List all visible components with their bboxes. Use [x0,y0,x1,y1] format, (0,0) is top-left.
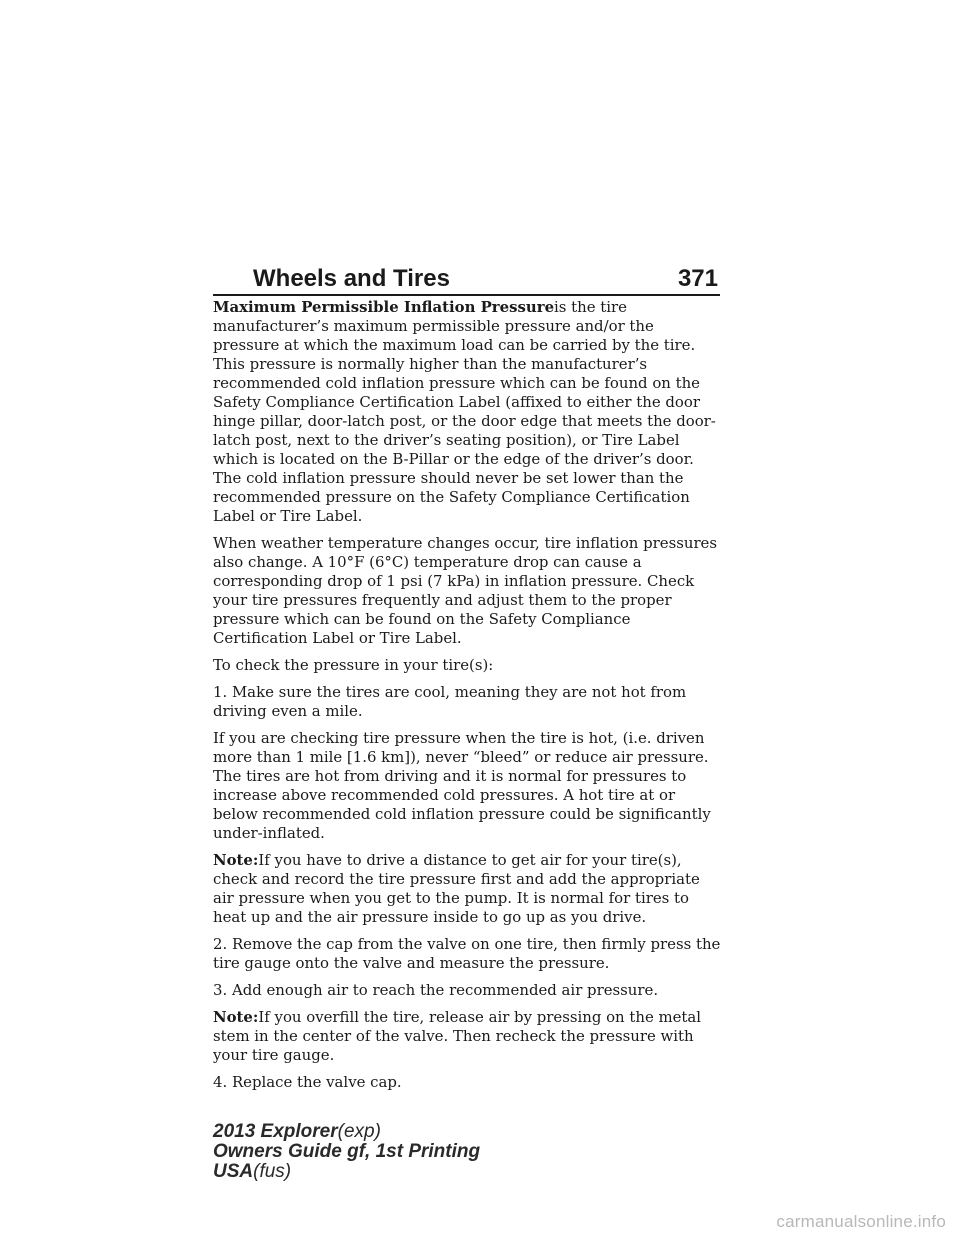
step-2: 2. Remove the cap from the valve on one tire, then firmly press the tire gauge onto the valve and measure the pressure. [213,935,721,972]
term-max-permissible-inflation-pressure: Maximum Permissible Inflation Pressure [213,298,555,316]
paragraph-max-inflation [213,298,723,526]
footer-model-code: (exp) [337,1121,381,1142]
note-label: Note: [213,851,259,869]
paragraph-temperature: When weather temperature changes occur, tire inflation pressures also change. A 10°F (6°C) temperature drop can cause a corresponding drop of 1 psi (7 kPa) in inflation pressure. Check your tire pressures frequently and adjust them to the proper pressure which can be found on the Safety Compliance Certification Label or Tire Label. [213,534,718,647]
page-footer [213,1122,480,1182]
step-1: 1. Make sure the tires are cool, meaning they are not hot from driving even a mile. [213,683,687,720]
footer-line-1 [213,1122,480,1142]
footer-market: USA [213,1161,254,1182]
page-header [213,258,720,296]
note-2 [213,1008,723,1065]
footer-line-3 [213,1162,480,1182]
step-3: 3. Add enough air to reach the recommended air pressure. [213,981,659,999]
step-4: 4. Replace the valve cap. [213,1073,402,1091]
paragraph-check-intro: To check the pressure in your tire(s): [213,656,494,674]
paragraph-hot-tire: If you are checking tire pressure when the tire is hot, (i.e. driven more than 1 mile [1.6 km]), never “bleed” or reduce air pressure. The tires are hot from driving and it is normal for pressures to increase above recommended cold pressures. A hot tire at or below recommended cold inflation pressure could be significantly under-inflated. [213,729,711,842]
note-text: If you overfill the tire, release air by pressing on the metal stem in the center of the valve. Then recheck the pressure with your tire gauge. [213,1008,702,1064]
footer-model: 2013 Explorer [213,1121,338,1142]
watermark: carmanualsonline.info [776,1212,946,1231]
page-content [213,298,723,1100]
page-number: 371 [677,265,718,292]
footer-line-2: Owners Guide gf, 1st Printing [213,1141,481,1162]
paragraph-text: is the tire manufacturer’s maximum permissible pressure and/or the pressure at which the maximum load can be carried by the tire. This pressure is normally higher than the manufacturer’s recommended cold inflation pressure which can be found on the Safety Compliance Certification Label (affixed to either the door hinge pillar, door-latch post, or the door edge that meets the door-latch post, next to the driver’s seating position), or Tire Label which is located on the B-Pillar or the edge of the driver’s door. The cold inflation pressure should never be set lower than the recommended pressure on the Safety Compliance Certification Label or Tire Label. [213,298,716,525]
footer-market-code: (fus) [253,1161,292,1182]
note-1 [213,851,723,927]
note-label: Note: [213,1008,259,1026]
note-text: If you have to drive a distance to get air for your tire(s), check and record the tire pressure first and add the appropriate air pressure when you get to the pump. It is normal for tires to heat up and the air pressure inside to go up as you drive. [213,851,700,926]
section-title: Wheels and Tires [253,265,450,292]
